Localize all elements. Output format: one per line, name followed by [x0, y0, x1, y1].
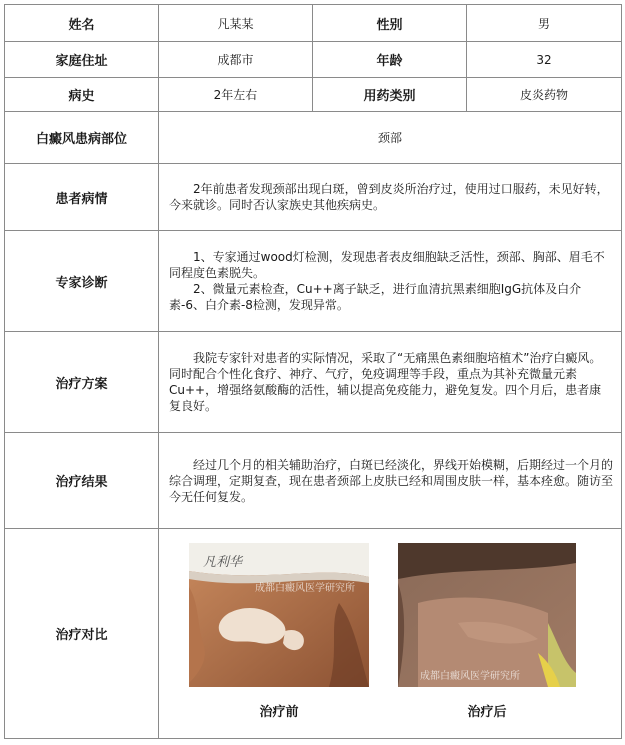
- drug-label: 用药类别: [313, 78, 467, 112]
- condition-text: 2年前患者发现颈部出现白斑，曾到皮炎所治疗过，使用过口服药，未见好转，今来就诊。同时否认家族史其他疾病史。: [169, 182, 609, 212]
- patient-record-table: [4, 4, 622, 739]
- result-text: 经过几个月的相关辅助治疗，白斑已经淡化，界线开始模糊，后期经过一个月的综合调理，定期复查，现在患者颈部上皮肤已经和周围皮肤一样，基本痊愈。随访至今无任何复发。: [169, 457, 614, 504]
- after-watermark: 成都白癜风医学研究所: [420, 671, 520, 682]
- gender-label: 性别: [313, 5, 467, 42]
- gender-value: 男: [467, 5, 622, 42]
- name-label: 姓名: [5, 5, 159, 42]
- diagnosis-label: 专家诊断: [5, 231, 159, 332]
- site-label: 白癜风患病部位: [5, 112, 159, 164]
- before-handwriting: 凡利华: [203, 555, 243, 570]
- after-caption: 治疗后: [467, 705, 507, 720]
- before-photo: [189, 543, 369, 687]
- condition-label: 患者病情: [5, 164, 159, 231]
- address-value: 成都市: [159, 42, 313, 78]
- age-label: 年龄: [313, 42, 467, 78]
- result-label: 治疗结果: [5, 433, 159, 529]
- plan-cell: [159, 332, 622, 433]
- before-watermark: 成都白癜风医学研究所: [255, 583, 355, 594]
- condition-cell: [159, 164, 622, 231]
- diagnosis-cell: [159, 231, 622, 332]
- history-label: 病史: [5, 78, 159, 112]
- after-photo-image: [398, 543, 576, 687]
- age-value: 32: [467, 42, 622, 78]
- compare-label: 治疗对比: [5, 529, 159, 739]
- compare-cell: [159, 529, 622, 739]
- before-caption: 治疗前: [259, 705, 299, 720]
- diagnosis-item-2: 2、微量元素检查，Cu++离子缺乏，进行血清抗黑素细胞IgG抗体及白介素-6、白介素-8检测，发现异常。: [169, 282, 582, 312]
- name-value: 凡某某: [159, 5, 313, 42]
- address-label: 家庭住址: [5, 42, 159, 78]
- history-value: 2年左右: [159, 78, 313, 112]
- diagnosis-item-1: 1、专家通过wood灯检测，发现患者表皮细胞缺乏活性，颈部、胸部、眉毛不同程度色素脱失。: [169, 250, 605, 280]
- result-cell: [159, 433, 622, 529]
- after-photo: [398, 543, 576, 687]
- drug-value: 皮炎药物: [467, 78, 622, 112]
- site-value: 颈部: [159, 112, 622, 164]
- plan-text: 我院专家针对患者的实际情况，采取了“无痛黑色素细胞培植术”治疗白癜风。同时配合个性化食疗、神疗、气疗，免疫调理等手段，重点为其补充微量元素Cu++，增强络氨酸酶的活性，辅以提高免疫能力，避免复发。四个月后，患者康复良好。: [169, 351, 602, 413]
- plan-label: 治疗方案: [5, 332, 159, 433]
